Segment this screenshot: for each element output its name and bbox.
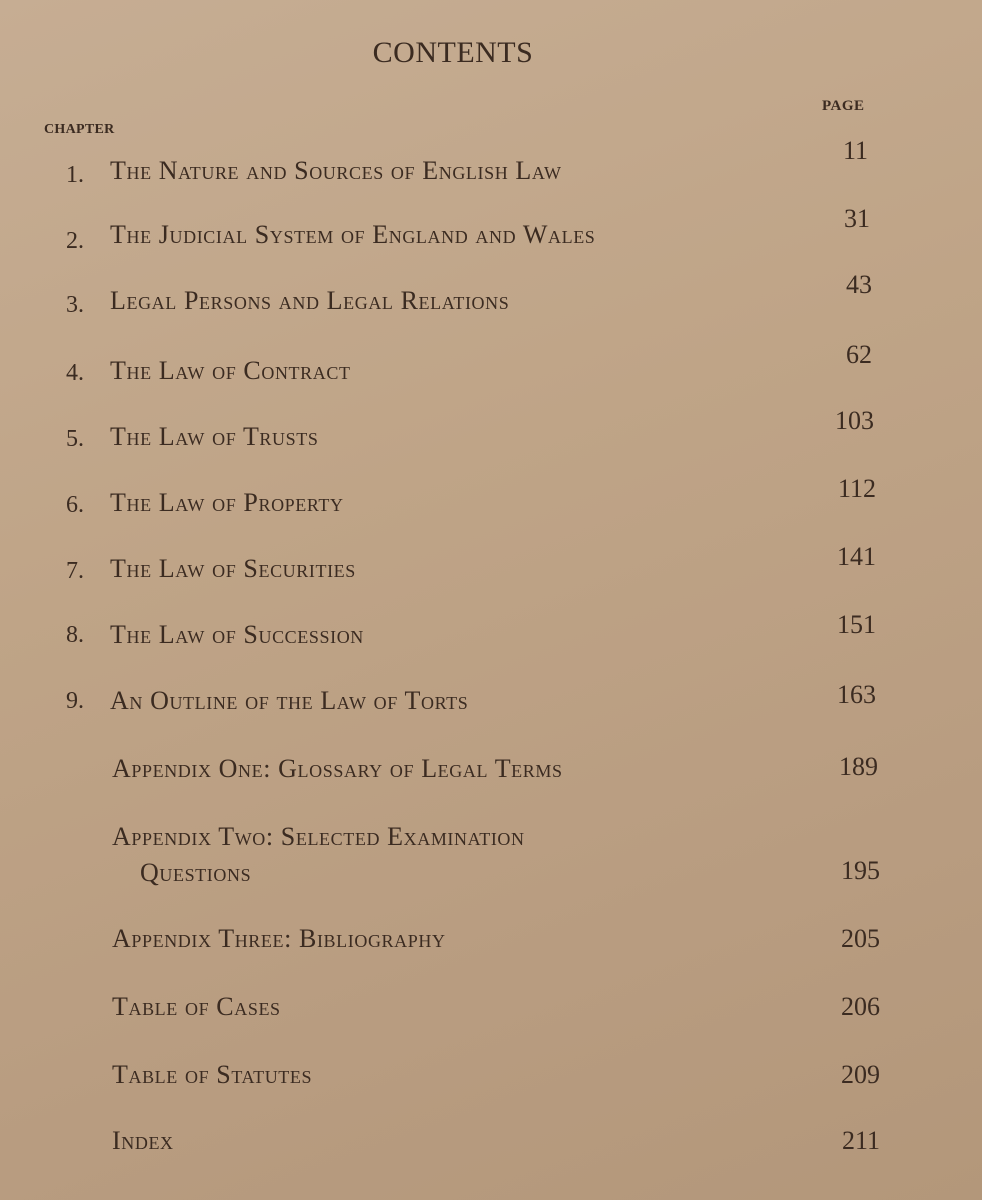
chapter-column-header: CHAPTER — [44, 122, 115, 137]
toc-entry[interactable] — [0, 610, 982, 660]
chapter-title: The Law of Trusts — [110, 422, 319, 451]
section-title: Table of Statutes — [112, 1060, 313, 1089]
chapter-title: The Law of Securities — [110, 554, 356, 583]
toc-entry[interactable] — [0, 136, 982, 188]
toc-entry-table-of-statutes[interactable] — [0, 1060, 982, 1100]
page-column-header: PAGE — [822, 98, 865, 114]
chapter-title: The Judicial System of England and Wales — [110, 220, 596, 249]
toc-entry[interactable] — [0, 474, 982, 526]
page-title: CONTENTS — [372, 36, 534, 69]
appendix-title-continued: Questions — [140, 858, 252, 887]
chapter-title: The Law of Contract — [110, 356, 351, 385]
page-number: 189 — [839, 752, 878, 781]
page-number: 103 — [835, 406, 874, 435]
chapter-title: The Nature and Sources of English Law — [110, 156, 562, 185]
appendix-title: Appendix One: Glossary of Legal Terms — [112, 754, 563, 783]
toc-entry-appendix-one[interactable] — [0, 754, 982, 794]
chapter-number: 6. — [66, 492, 84, 518]
chapter-number: 3. — [66, 292, 84, 318]
page-number: 195 — [841, 856, 880, 885]
page-number: 31 — [844, 204, 870, 233]
toc-entry-table-of-cases[interactable] — [0, 992, 982, 1032]
section-title: Table of Cases — [112, 992, 281, 1021]
page-number: 141 — [837, 542, 876, 571]
toc-entry[interactable] — [0, 204, 982, 254]
toc-entry-appendix-three[interactable] — [0, 924, 982, 964]
page-number: 11 — [842, 136, 868, 165]
page-number: 43 — [846, 270, 872, 299]
page-number: 112 — [837, 474, 876, 503]
appendix-title: Appendix Three: Bibliography — [112, 924, 446, 953]
chapter-number: 1. — [66, 162, 84, 188]
chapter-title: The Law of Property — [110, 488, 344, 517]
chapter-title: The Law of Succession — [110, 620, 364, 649]
chapter-number: 2. — [66, 228, 84, 254]
toc-entry-appendix-two[interactable] — [0, 822, 982, 902]
toc-entry[interactable] — [0, 406, 982, 458]
page-number: 211 — [841, 1126, 880, 1155]
chapter-number: 7. — [66, 558, 84, 584]
chapter-number: 9. — [66, 688, 84, 714]
chapter-number: 5. — [66, 426, 84, 452]
chapter-title: An Outline of the Law of Torts — [110, 686, 469, 715]
toc-entry[interactable] — [0, 340, 982, 390]
toc-entry[interactable] — [0, 270, 982, 318]
page-number: 206 — [841, 992, 880, 1021]
toc-entry[interactable] — [0, 680, 982, 726]
appendix-title: Appendix Two: Selected Examination — [112, 822, 525, 851]
page-number: 151 — [837, 610, 876, 639]
toc-entry-index[interactable] — [0, 1126, 982, 1166]
page-number: 205 — [841, 924, 880, 953]
section-title: Index — [112, 1126, 174, 1155]
chapter-number: 8. — [66, 622, 84, 648]
toc-entry[interactable] — [0, 542, 982, 594]
chapter-number: 4. — [66, 360, 84, 386]
page-number: 62 — [846, 340, 872, 369]
page-number: 163 — [837, 680, 876, 709]
chapter-title: Legal Persons and Legal Relations — [110, 286, 510, 315]
page-number: 209 — [841, 1060, 880, 1089]
